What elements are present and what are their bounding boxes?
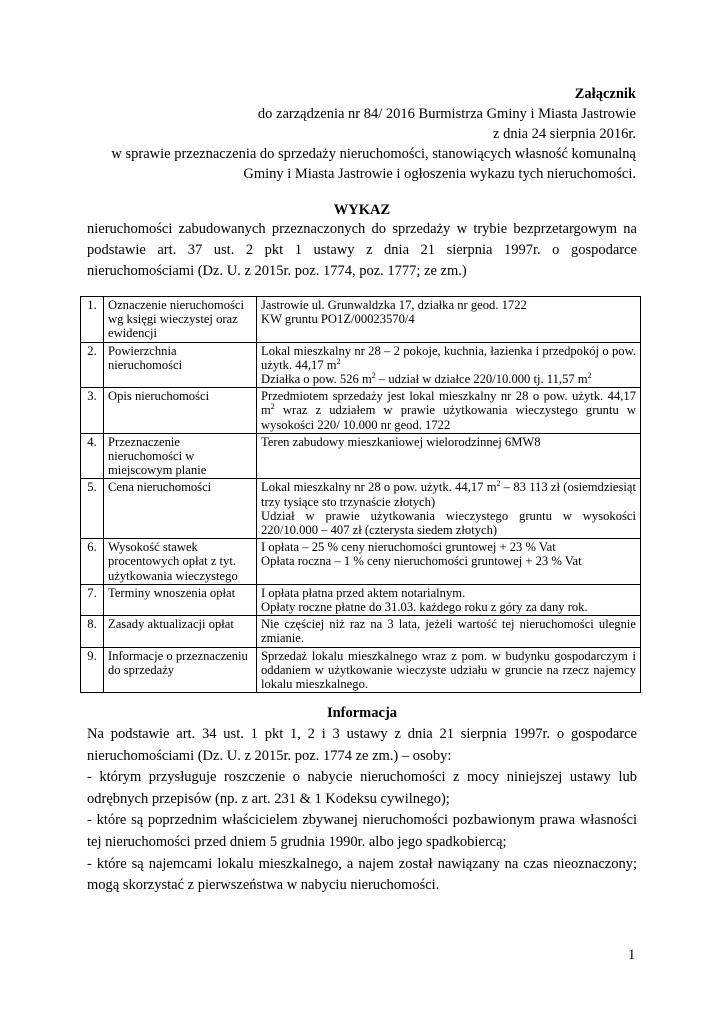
row-value <box>257 539 641 585</box>
row-number: 5. <box>81 479 104 539</box>
row-label: Opis nieruchomości <box>104 388 257 434</box>
row-number: 8. <box>81 616 104 647</box>
intro-line: nieruchomościami (Dz. U. z 2015r. poz. 1774, poz. 1777; ze zm.) <box>87 263 467 279</box>
table-row <box>81 388 641 434</box>
row-label: Cena nieruchomości <box>104 479 257 539</box>
row-label: Terminy wnoszenia opłat <box>104 584 257 615</box>
row-number: 6. <box>81 539 104 585</box>
value-line: Opłata roczna – 1 % ceny nieruchomości gruntowej + 23 % Vat <box>261 554 582 569</box>
value-line: Udział w prawie użytkowania wieczystego gruntu w wysokości 220/10.000 – 407 zł (czterysta siedem złotych) <box>261 508 636 538</box>
row-value <box>257 479 641 539</box>
intro-line: nieruchomości zabudowanych przeznaczonych do sprzedaży w trybie bezprzetargowym na <box>87 221 637 237</box>
body-line: nieruchomościami (Dz. U. z 2015r. poz. 1774 ze zm.) – osoby: <box>87 747 452 764</box>
row-value: Teren zabudowy mieszkaniowej wielorodzinnej 6MW8 <box>257 433 641 479</box>
row-label: Przeznaczenie nieruchomości w miejscowym planie <box>104 433 257 479</box>
header-line-1: do zarządzenia nr 84/ 2016 Burmistrza Gminy i Miasta Jastrowie <box>257 106 636 122</box>
header-line-4: Gminy i Miasta Jastrowie i ogłoszenia wykazu tych nieruchomości. <box>243 166 636 182</box>
body-line: - którym przysługuje roszczenie o nabycie nieruchomości z mocy niniejszej ustawy lub <box>87 769 637 786</box>
row-number: 7. <box>81 584 104 615</box>
header-line-3: w sprawie przeznaczenia do sprzedaży nieruchomości, stanowiących własność komunalną <box>111 146 636 162</box>
row-value: Sprzedaż lokalu mieszkalnego wraz z pom. w budynku gospodarczym i oddaniem w użytkowanie wieczyste udziału w gruncie na rzecz najemcy lokalu mieszkalnego. <box>257 647 641 693</box>
wykaz-intro <box>87 219 637 282</box>
row-value: Przedmiotem sprzedaży jest lokal mieszkalny nr 28 o pow. użytk. 44,17 $m^2$ wraz z udziałem w prawie użytkowania wieczystego gruntu w wysokości 220/ 10.000 nr geod. 1722 <box>257 388 641 434</box>
body-line: - które są poprzednim właścicielem zbywanej nieruchomości pozbawionym prawa własności <box>87 812 637 829</box>
table-row <box>81 616 641 647</box>
value-line: I opłata płatna przed aktem notarialnym. <box>261 585 466 600</box>
body-line: mogą skorzystać z pierwszeństwa w nabyciu nieruchomości. <box>87 877 440 894</box>
value-line: I opłata – 25 % ceny nieruchomości gruntowej + 23 % Vat <box>261 540 556 555</box>
table-row <box>81 479 641 539</box>
wykaz-title: WYKAZ <box>333 202 391 218</box>
informacja-title: Informacja <box>326 705 398 721</box>
intro-line: podstawie art. 37 ust. 2 pkt 1 ustawy z dnia 21 sierpnia 1997r. o gospodarce <box>87 242 637 258</box>
table-row <box>81 584 641 615</box>
header-line-2: z dnia 24 sierpnia 2016r. <box>493 126 636 142</box>
row-label: Informacje o przeznaczeniu do sprzedaży <box>104 647 257 693</box>
row-number: 2. <box>81 342 104 388</box>
body-line: - które są najemcami lokalu mieszkalnego, a najem został nawiązany na czas nieoznaczony; <box>87 855 637 872</box>
value-line: Lokal mieszkalny nr 28 – 2 pokoje, kuchnia, łazienka i przedpokój o pow. użytk. 44,17 $m^2$ <box>261 343 636 372</box>
table-row <box>81 647 641 693</box>
table-row <box>81 539 641 585</box>
body-line: odrębnych przepisów (np. z art. 231 & 1 Kodeksu cywilnego); <box>87 790 450 807</box>
row-number: 4. <box>81 433 104 479</box>
table-row <box>81 297 641 343</box>
value-line: Lokal mieszkalny nr 28 o pow. użytk. 44,17 $m^2 - 83$ 113 zł (osiemdziesiąt trzy tysiące sto trzynaście złotych) <box>261 479 637 509</box>
wykaz-table <box>80 296 641 693</box>
row-label: Zasady aktualizacji opłat <box>104 616 257 647</box>
value-line: KW gruntu PO1Z/00023570/4 <box>261 312 415 327</box>
row-number: 9. <box>81 647 104 693</box>
row-value: Nie częściej niż raz na 3 lata, jeżeli wartość tej nieruchomości ulegnie zmianie. <box>257 616 641 647</box>
row-number: 3. <box>81 388 104 434</box>
row-label: Oznaczenie nieruchomości wg księgi wieczystej oraz ewidencji <box>104 297 257 343</box>
row-value <box>257 297 641 343</box>
table-row <box>81 342 641 388</box>
row-label: Powierzchnia nieruchomości <box>104 342 257 388</box>
page-number: 1 <box>628 947 636 963</box>
value-line: Opłaty roczne płatne do 31.03. każdego roku z góry za dany rok. <box>261 600 588 615</box>
row-value <box>257 584 641 615</box>
attachment-title: Załącznik <box>574 86 636 102</box>
value-line: Działka o pow. 526 $m^2$ – udział w działce 220/10.000 tj. 11,57 $m^2$ <box>261 370 592 387</box>
informacja-body <box>87 724 637 897</box>
row-number: 1. <box>81 297 104 343</box>
value-line: Jastrowie ul. Grunwaldzka 17, działka nr geod. 1722 <box>261 298 527 312</box>
body-line: Na podstawie art. 34 ust. 1 pkt 1, 2 i 3 ustawy z dnia 21 sierpnia 1997r. o gospodarce <box>87 726 637 742</box>
row-value <box>257 342 641 388</box>
table-row <box>81 433 641 479</box>
row-label: Wysokość stawek procentowych opłat z tyt. użytkowania wieczystego <box>104 539 257 585</box>
body-line: tej nieruchomości przed dniem 5 grudnia 1990r. albo jego spadkobiercą; <box>87 833 507 850</box>
